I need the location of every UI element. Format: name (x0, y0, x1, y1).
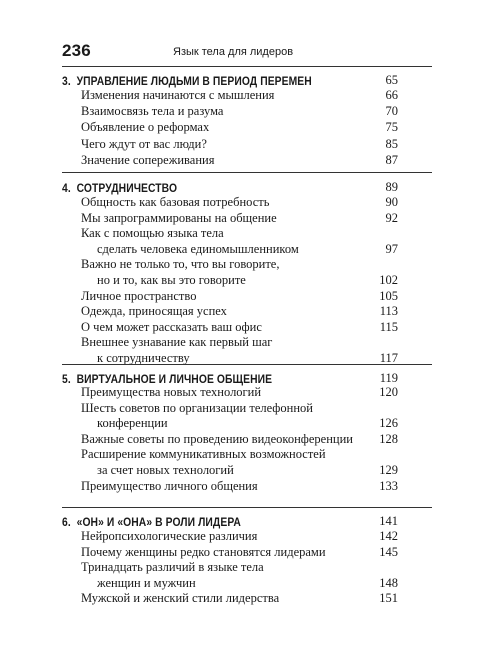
section-page-number: 141 (379, 514, 398, 528)
section-rule (62, 364, 432, 365)
running-title: Язык тела для лидеров (173, 46, 294, 58)
toc-entry-text: но и то, как вы это говорите (97, 273, 246, 287)
section-title-text: СОТРУДНИЧЕСТВО (76, 181, 178, 195)
toc-entry (81, 103, 398, 119)
section-title-text: УПРАВЛЕНИЕ ЛЮДЬМИ В ПЕРИОД ПЕРЕМЕН (76, 74, 312, 88)
toc-entry-page: 133 (379, 479, 398, 493)
toc-entry (81, 319, 398, 335)
toc-entry-page: 75 (385, 120, 398, 134)
section-page-number: 89 (385, 180, 398, 194)
toc-entry-text: О чем может рассказать ваш офис (81, 320, 262, 334)
toc-entry-page: 115 (379, 320, 398, 334)
toc-entry-page: 102 (379, 273, 398, 287)
toc-entry-page: 92 (385, 211, 398, 225)
toc-entry (81, 272, 398, 288)
toc-entry-page: 97 (385, 242, 398, 256)
toc-entry (81, 119, 398, 135)
section-title-text: ВИРТУАЛЬНОЕ И ЛИЧНОЕ ОБЩЕНИЕ (76, 372, 273, 386)
toc-entry-page: 126 (379, 416, 398, 430)
toc-entry-text: Расширение коммуникативных возможностей (81, 447, 326, 461)
toc-entry (81, 431, 398, 447)
toc-entry-text: Нейропсихологические различия (81, 529, 258, 543)
toc-entry-text: Преимущества новых технологий (81, 385, 262, 399)
toc-entry-text: сделать человека единомышленником (97, 242, 299, 256)
toc-entry-page: 113 (379, 304, 398, 318)
toc-entry-page: 128 (379, 432, 398, 446)
toc-entry-text: Важные советы по проведению видеоконференции (81, 432, 353, 446)
toc-entry-text: конференции (97, 416, 168, 430)
toc-entry (81, 528, 398, 544)
toc-entry-page: 145 (379, 545, 398, 559)
toc-entry (81, 575, 398, 591)
toc-entry (81, 225, 398, 241)
toc-entry-page: 151 (379, 591, 398, 605)
toc-entry-text: Важно не только то, что вы говорите, (81, 257, 280, 271)
section-page-number: 119 (379, 371, 398, 385)
toc-entry (81, 210, 398, 226)
page-header (62, 41, 432, 65)
toc-entry-text: женщин и мужчин (97, 576, 196, 590)
toc-entry-text: Общность как базовая потребность (81, 195, 270, 209)
toc-entry-page: 85 (385, 137, 398, 151)
page-number: 236 (62, 41, 91, 60)
toc-entry-text: Значение сопереживания (81, 153, 215, 167)
section-number: 6. (62, 515, 71, 529)
toc-entry (81, 303, 398, 319)
toc-entry-text: Изменения начинаются с мышления (81, 88, 275, 102)
toc-entry-text: Мужской и женский стили лидерства (81, 591, 280, 605)
toc-entry-text: Шесть советов по организации телефонной (81, 401, 313, 415)
section-number: 5. (62, 372, 71, 386)
section-rule (62, 66, 432, 67)
toc-entry (81, 256, 398, 272)
section-number: 4. (62, 181, 71, 195)
section-title-text: «ОН» И «ОНА» В РОЛИ ЛИДЕРА (76, 515, 241, 529)
toc-entry-page: 148 (379, 576, 398, 590)
toc-entry-text: Одежда, приносящая успех (81, 304, 227, 318)
toc-entry-page: 70 (385, 104, 398, 118)
toc-entry-page: 120 (379, 385, 398, 399)
toc-entry-page: 90 (385, 195, 398, 209)
toc-entry (81, 478, 398, 494)
toc-entry-page: 142 (379, 529, 398, 543)
toc-entry-text: Объявление о реформах (81, 120, 210, 134)
toc-entry-page: 105 (379, 289, 398, 303)
toc-entry (81, 241, 398, 257)
section-rule (62, 172, 432, 173)
toc-entry-text: за счет новых технологий (97, 463, 234, 477)
toc-entry (81, 87, 398, 103)
toc-entry-page: 66 (385, 88, 398, 102)
toc-entry (81, 194, 398, 210)
toc-entry-page: 129 (379, 463, 398, 477)
toc-entry (81, 400, 398, 416)
toc-entry-text: Тринадцать различий в языке тела (81, 560, 264, 574)
toc-entry-text: к сотрудничеству (97, 351, 190, 365)
toc-entry-text: Преимущество личного общения (81, 479, 258, 493)
toc-entry-text: Личное пространство (81, 289, 197, 303)
section-number: 3. (62, 74, 71, 88)
toc-entry (81, 559, 398, 575)
toc-entry (81, 415, 398, 431)
toc-entry (81, 446, 398, 462)
toc-entry (81, 152, 398, 168)
toc-entry-text: Чего ждут от вас люди? (81, 137, 207, 151)
toc-entry (81, 384, 398, 400)
toc-entry-text: Мы запрограммированы на общение (81, 211, 277, 225)
toc-entry-text: Почему женщины редко становятся лидерами (81, 545, 326, 559)
section-page-number: 65 (385, 73, 398, 87)
toc-entry (81, 544, 398, 560)
toc-entry (81, 334, 398, 350)
toc-entry (81, 288, 398, 304)
section-rule (62, 507, 432, 508)
toc-entry-text: Внешнее узнавание как первый шаг (81, 335, 273, 349)
toc-entry-page: 117 (379, 351, 398, 365)
toc-entry-text: Как с помощью языка тела (81, 226, 224, 240)
toc-entry-text: Взаимосвязь тела и разума (81, 104, 224, 118)
toc-entry-page: 87 (385, 153, 398, 167)
toc-entry (81, 590, 398, 606)
toc-entry (81, 136, 398, 152)
toc-entry (81, 462, 398, 478)
